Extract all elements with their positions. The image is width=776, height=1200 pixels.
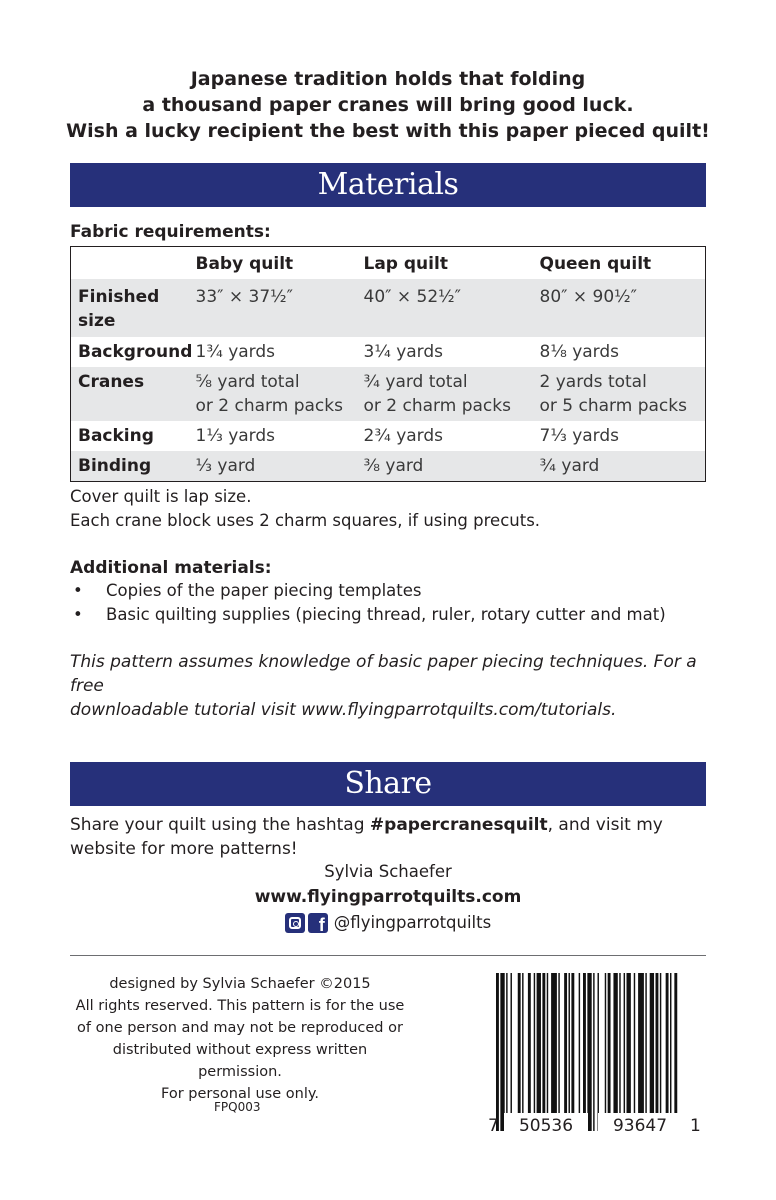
hashtag: #papercranesquilt xyxy=(369,815,548,835)
barcode-bar xyxy=(634,973,635,1131)
table-header-row xyxy=(71,247,706,280)
facebook-icon[interactable] xyxy=(308,913,328,933)
barcode-bar xyxy=(587,973,591,1131)
barcode-bar xyxy=(564,973,567,1131)
instagram-icon[interactable] xyxy=(285,913,305,933)
technique-note-line: downloadable tutorial visit www.flyingparrotquilts.com/tutorials. xyxy=(70,700,617,720)
row-label: Background xyxy=(78,342,193,362)
technique-note-line: This pattern assumes knowledge of basic paper piecing techniques. For a free xyxy=(70,652,697,696)
intro-line: Japanese tradition holds that folding xyxy=(190,68,586,90)
barcode-bar xyxy=(534,973,535,1131)
barcode-bars xyxy=(496,973,677,1131)
barcode-bar xyxy=(598,973,599,1131)
barcode xyxy=(480,973,706,1137)
social-handle-row xyxy=(0,911,776,935)
table-row xyxy=(71,451,706,482)
barcode-bar xyxy=(558,973,559,1131)
barcode-bar xyxy=(638,973,644,1131)
barcode-bar xyxy=(666,973,669,1131)
table-header-cell: Queen quilt xyxy=(539,254,652,274)
barcode-bar xyxy=(579,973,580,1131)
barcode-bar xyxy=(537,973,541,1131)
barcode-bar xyxy=(608,973,611,1131)
table-cell: 3¼ yards xyxy=(363,342,444,362)
intro-line: Wish a lucky recipient the best with this paper pieced quilt! xyxy=(66,120,710,142)
cell-line: or 5 charm packs xyxy=(539,396,687,416)
barcode-bar xyxy=(518,973,521,1131)
barcode-bar xyxy=(613,973,617,1131)
share-paragraph xyxy=(70,813,720,861)
share-text-part: Share your quilt using the hashtag xyxy=(70,815,370,835)
barcode-bar xyxy=(605,973,606,1131)
barcode-bar xyxy=(506,973,507,1131)
barcode-bar xyxy=(522,973,523,1131)
barcode-bar xyxy=(496,973,499,1131)
barcode-bar xyxy=(674,973,677,1131)
barcode-bar xyxy=(583,973,586,1131)
copyright-line: distributed without express written permission. xyxy=(112,1042,368,1080)
barcode-bar xyxy=(551,973,557,1131)
copyright-line: All rights reserved. This pattern is for the use xyxy=(75,998,405,1014)
list-item-text: Basic quilting supplies (piecing thread, ruler, rotary cutter and mat) xyxy=(106,605,666,624)
row-label-line: size xyxy=(78,311,116,331)
intro-line: a thousand paper cranes will bring good luck. xyxy=(142,94,634,116)
table-cell xyxy=(196,367,364,421)
additional-materials-list xyxy=(70,579,666,627)
table-header-cell: Lap quilt xyxy=(363,254,448,274)
cell-line: or 2 charm packs xyxy=(363,396,511,416)
table-cell: 7⅓ yards xyxy=(539,426,620,446)
barcode-bar xyxy=(645,973,646,1131)
table-row xyxy=(71,421,706,451)
barcode-bar xyxy=(656,973,659,1131)
table-cell: 1¾ yards xyxy=(195,342,276,362)
barcode-bar xyxy=(624,973,625,1131)
list-item-text: Copies of the paper piecing templates xyxy=(106,581,422,600)
additional-materials-heading: Additional materials: xyxy=(70,558,272,578)
barcode-digits-left: 50536 xyxy=(518,1116,574,1136)
table-header-cell: Baby quilt xyxy=(195,254,294,274)
copyright-notice xyxy=(70,973,410,1105)
table-cell: ⅜ yard xyxy=(363,456,424,476)
barcode-bar xyxy=(627,973,631,1131)
facebook-glyph: f xyxy=(318,915,325,935)
barcode-digits-right: 93647 xyxy=(612,1116,668,1136)
table-row xyxy=(71,367,706,421)
table-cell xyxy=(364,367,540,421)
copyright-line: designed by Sylvia Schaefer ©2015 xyxy=(109,976,371,992)
copyright-line: For personal use only. xyxy=(161,1086,319,1102)
table-cell: ⅓ yard xyxy=(195,456,256,476)
note-line: Each crane block uses 2 charm squares, if using precuts. xyxy=(70,511,541,530)
cell-line: ⅝ yard total xyxy=(195,372,300,392)
fabric-requirements-table xyxy=(70,246,706,482)
bullet-icon: • xyxy=(73,605,83,624)
table-cell: 1⅓ yards xyxy=(195,426,276,446)
row-label xyxy=(71,279,196,337)
footer-divider xyxy=(70,955,706,956)
author-name: Sylvia Schaefer xyxy=(324,862,452,881)
barcode-bar xyxy=(547,973,548,1131)
table-cell: 80″ × 90½″ xyxy=(539,287,637,307)
social-handle[interactable]: @flyingparrotquilts xyxy=(333,913,492,932)
bullet-icon: • xyxy=(73,581,83,600)
list-item xyxy=(70,603,666,627)
table-cell: 40″ × 52½″ xyxy=(363,287,461,307)
product-code: FPQ003 xyxy=(214,1100,261,1114)
barcode-bar xyxy=(650,973,654,1131)
barcode-bar xyxy=(619,973,620,1131)
intro-text xyxy=(0,66,776,144)
website-link[interactable]: www.flyingparrotquilts.com xyxy=(254,887,522,907)
table-cell: 33″ × 37½″ xyxy=(195,287,293,307)
barcode-bar xyxy=(511,973,512,1131)
barcode-bar xyxy=(500,973,504,1131)
table-cell: ¾ yard xyxy=(539,456,600,476)
table-cell xyxy=(540,367,706,421)
materials-heading: Materials xyxy=(70,163,706,207)
row-label: Binding xyxy=(78,456,152,476)
barcode-digit-first: 7 xyxy=(488,1116,499,1136)
barcode-bar xyxy=(528,973,531,1131)
row-label: Backing xyxy=(78,426,154,446)
barcode-digit-last: 1 xyxy=(690,1116,701,1136)
barcode-bar xyxy=(660,973,661,1131)
cell-line: 2 yards total xyxy=(539,372,647,392)
barcode-bar xyxy=(593,973,594,1131)
barcode-bar xyxy=(670,973,671,1131)
row-label-line: Finished xyxy=(78,287,160,307)
table-notes xyxy=(70,485,540,533)
share-text-part: , and visit my website for more patterns! xyxy=(70,815,663,859)
table-cell: 8⅛ yards xyxy=(539,342,620,362)
cell-line: ¾ yard total xyxy=(363,372,468,392)
table-row xyxy=(71,337,706,367)
technique-note xyxy=(70,650,720,722)
share-heading: Share xyxy=(70,762,706,806)
fabric-requirements-heading: Fabric requirements: xyxy=(70,222,271,242)
table-row xyxy=(71,279,706,337)
cell-line: or 2 charm packs xyxy=(195,396,343,416)
note-line: Cover quilt is lap size. xyxy=(70,487,252,506)
table-header-cell xyxy=(71,247,196,280)
barcode-bar xyxy=(569,973,570,1131)
barcode-bar xyxy=(542,973,545,1131)
table-cell: 2¾ yards xyxy=(363,426,444,446)
row-label: Cranes xyxy=(78,372,145,392)
list-item xyxy=(70,579,666,603)
barcode-bar xyxy=(571,973,574,1131)
copyright-line: of one person and may not be reproduced or xyxy=(77,1020,403,1036)
